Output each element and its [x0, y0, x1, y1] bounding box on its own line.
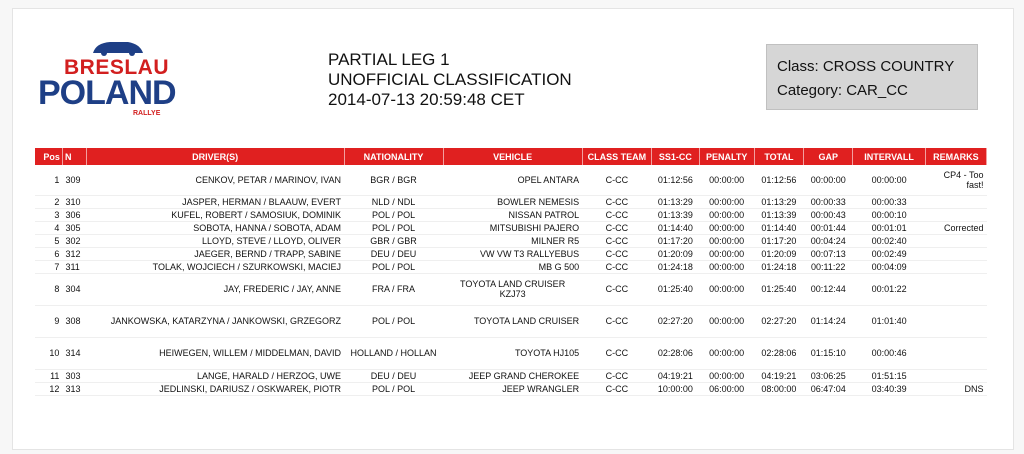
cell-nationality: POL / POL: [344, 221, 443, 234]
cell-pos: 3: [35, 208, 62, 221]
cell-vehicle: NISSAN PATROL: [443, 208, 582, 221]
cell-remarks: [925, 305, 986, 337]
cell-vehicle: JEEP WRANGLER: [443, 382, 582, 395]
table-row: [35, 247, 987, 260]
cell-remarks: [925, 260, 986, 273]
cell-nationality: NLD / NDL: [344, 195, 443, 208]
cell-driver: CENKOV, PETAR / MARINOV, IVAN: [86, 165, 344, 195]
logo-rallye: RALLYE: [133, 110, 161, 117]
col-vehicle: VEHICLE: [443, 148, 582, 165]
logo-breslau: BRESLAU: [64, 56, 170, 79]
cell-penalty: 00:00:00: [699, 221, 754, 234]
cell-vehicle: MB G 500: [443, 260, 582, 273]
cell-vehicle: OPEL ANTARA: [443, 165, 582, 195]
cell-penalty: 00:00:00: [699, 195, 754, 208]
cell-gap: 03:06:25: [804, 369, 853, 382]
cell-penalty: 00:00:00: [699, 260, 754, 273]
cell-total: 01:13:29: [754, 195, 803, 208]
table-row: [35, 221, 987, 234]
table-row: [35, 260, 987, 273]
category-label: Category: CAR_CC: [777, 82, 908, 99]
cell-driver: JASPER, HERMAN / BLAAUW, EVERT: [86, 195, 344, 208]
table-header-row: [35, 148, 987, 165]
cell-penalty: 00:00:00: [699, 305, 754, 337]
table-row: [35, 208, 987, 221]
cell-nationality: POL / POL: [344, 208, 443, 221]
cell-class: C-CC: [582, 305, 651, 337]
cell-ss1: 01:12:56: [652, 165, 699, 195]
logo-poland: POLAND: [38, 74, 176, 112]
cell-vehicle: TOYOTA LAND CRUISER KZJ73: [443, 273, 582, 305]
header-leg: PARTIAL LEG 1: [328, 50, 450, 69]
cell-gap: 00:04:24: [804, 234, 853, 247]
cell-penalty: 00:00:00: [699, 247, 754, 260]
table-row: [35, 165, 987, 195]
col-total: TOTAL: [754, 148, 803, 165]
cell-remarks: [925, 247, 986, 260]
cell-remarks: Corrected: [925, 221, 986, 234]
cell-pos: 10: [35, 337, 62, 369]
cell-nationality: POL / POL: [344, 260, 443, 273]
col-ss1-cc: SS1-CC: [652, 148, 699, 165]
cell-n: 312: [62, 247, 86, 260]
col-nationality: NATIONALITY: [344, 148, 443, 165]
cell-class: C-CC: [582, 234, 651, 247]
cell-gap: 06:47:04: [804, 382, 853, 395]
table-row: [35, 337, 987, 369]
cell-ss1: 01:13:39: [652, 208, 699, 221]
cell-gap: 00:01:44: [804, 221, 853, 234]
cell-pos: 8: [35, 273, 62, 305]
cell-intervall: 01:51:15: [853, 369, 925, 382]
cell-pos: 11: [35, 369, 62, 382]
col-pos: Pos: [35, 148, 62, 165]
classification-table: [35, 148, 987, 396]
cell-intervall: 00:00:10: [853, 208, 925, 221]
cell-remarks: [925, 337, 986, 369]
col-penalty: PENALTY: [699, 148, 754, 165]
class-box: [766, 44, 978, 110]
cell-class: C-CC: [582, 382, 651, 395]
header-timestamp: 2014-07-13 20:59:48 CET: [328, 90, 525, 109]
cell-class: C-CC: [582, 221, 651, 234]
cell-class: C-CC: [582, 247, 651, 260]
cell-vehicle: MILNER R5: [443, 234, 582, 247]
cell-ss1: 01:25:40: [652, 273, 699, 305]
class-label: Class: CROSS COUNTRY: [777, 58, 955, 75]
cell-intervall: 00:04:09: [853, 260, 925, 273]
cell-intervall: 00:02:49: [853, 247, 925, 260]
table-row: [35, 369, 987, 382]
cell-n: 302: [62, 234, 86, 247]
cell-gap: 00:12:44: [804, 273, 853, 305]
cell-n: 303: [62, 369, 86, 382]
cell-ss1: 01:14:40: [652, 221, 699, 234]
header-classification: UNOFFICIAL CLASSIFICATION: [328, 70, 572, 89]
cell-nationality: DEU / DEU: [344, 369, 443, 382]
cell-intervall: 00:00:00: [853, 165, 925, 195]
cell-n: 314: [62, 337, 86, 369]
cell-class: C-CC: [582, 273, 651, 305]
col-remarks: REMARKS: [925, 148, 986, 165]
cell-nationality: FRA / FRA: [344, 273, 443, 305]
cell-total: 02:27:20: [754, 305, 803, 337]
cell-driver: JAY, FREDERIC / JAY, ANNE: [86, 273, 344, 305]
document-header: [328, 50, 572, 110]
table-row: [35, 305, 987, 337]
col-gap: GAP: [804, 148, 853, 165]
col-drivers: DRIVER(S): [86, 148, 344, 165]
cell-total: 01:17:20: [754, 234, 803, 247]
cell-remarks: [925, 273, 986, 305]
cell-remarks: [925, 369, 986, 382]
cell-ss1: 01:20:09: [652, 247, 699, 260]
cell-pos: 2: [35, 195, 62, 208]
cell-driver: JANKOWSKA, KATARZYNA / JANKOWSKI, GRZEGORZ: [86, 305, 344, 337]
breslau-poland-logo: [38, 38, 178, 120]
cell-n: 306: [62, 208, 86, 221]
cell-driver: TOLAK, WOJCIECH / SZURKOWSKI, MACIEJ: [86, 260, 344, 273]
table-row: [35, 195, 987, 208]
cell-gap: 00:00:33: [804, 195, 853, 208]
cell-penalty: 00:00:00: [699, 208, 754, 221]
cell-gap: 01:15:10: [804, 337, 853, 369]
table-row: [35, 382, 987, 395]
cell-vehicle: TOYOTA HJ105: [443, 337, 582, 369]
table-row: [35, 273, 987, 305]
cell-total: 01:14:40: [754, 221, 803, 234]
cell-driver: KUFEL, ROBERT / SAMOSIUK, DOMINIK: [86, 208, 344, 221]
cell-vehicle: TOYOTA LAND CRUISER: [443, 305, 582, 337]
cell-class: C-CC: [582, 369, 651, 382]
cell-driver: SOBOTA, HANNA / SOBOTA, ADAM: [86, 221, 344, 234]
cell-penalty: 06:00:00: [699, 382, 754, 395]
col-intervall: INTERVALL: [853, 148, 925, 165]
cell-nationality: HOLLAND / HOLLAN: [344, 337, 443, 369]
cell-class: C-CC: [582, 260, 651, 273]
cell-intervall: 00:01:01: [853, 221, 925, 234]
table-row: [35, 234, 987, 247]
cell-nationality: POL / POL: [344, 305, 443, 337]
cell-total: 01:24:18: [754, 260, 803, 273]
cell-nationality: GBR / GBR: [344, 234, 443, 247]
cell-ss1: 04:19:21: [652, 369, 699, 382]
cell-ss1: 10:00:00: [652, 382, 699, 395]
cell-total: 08:00:00: [754, 382, 803, 395]
cell-total: 01:12:56: [754, 165, 803, 195]
cell-gap: 00:00:43: [804, 208, 853, 221]
cell-n: 309: [62, 165, 86, 195]
cell-remarks: [925, 208, 986, 221]
cell-pos: 6: [35, 247, 62, 260]
cell-vehicle: BOWLER NEMESIS: [443, 195, 582, 208]
cell-pos: 1: [35, 165, 62, 195]
cell-pos: 12: [35, 382, 62, 395]
col-n: N: [62, 148, 86, 165]
cell-pos: 5: [35, 234, 62, 247]
cell-class: C-CC: [582, 208, 651, 221]
cell-ss1: 02:28:06: [652, 337, 699, 369]
cell-total: 04:19:21: [754, 369, 803, 382]
cell-n: 304: [62, 273, 86, 305]
cell-penalty: 00:00:00: [699, 369, 754, 382]
cell-driver: LLOYD, STEVE / LLOYD, OLIVER: [86, 234, 344, 247]
cell-intervall: 00:00:33: [853, 195, 925, 208]
cell-class: C-CC: [582, 195, 651, 208]
cell-intervall: 00:01:22: [853, 273, 925, 305]
cell-vehicle: JEEP GRAND CHEROKEE: [443, 369, 582, 382]
cell-remarks: DNS: [925, 382, 986, 395]
cell-n: 313: [62, 382, 86, 395]
cell-intervall: 01:01:40: [853, 305, 925, 337]
cell-gap: 01:14:24: [804, 305, 853, 337]
cell-class: C-CC: [582, 165, 651, 195]
cell-total: 01:13:39: [754, 208, 803, 221]
cell-n: 308: [62, 305, 86, 337]
cell-total: 01:25:40: [754, 273, 803, 305]
cell-intervall: 00:00:46: [853, 337, 925, 369]
cell-total: 01:20:09: [754, 247, 803, 260]
cell-n: 305: [62, 221, 86, 234]
cell-ss1: 01:17:20: [652, 234, 699, 247]
cell-driver: JAEGER, BERND / TRAPP, SABINE: [86, 247, 344, 260]
rally-car-icon: [88, 38, 148, 56]
cell-total: 02:28:06: [754, 337, 803, 369]
cell-penalty: 00:00:00: [699, 273, 754, 305]
cell-gap: 00:00:00: [804, 165, 853, 195]
cell-n: 310: [62, 195, 86, 208]
cell-driver: LANGE, HARALD / HERZOG, UWE: [86, 369, 344, 382]
cell-remarks: CP4 - Too fast!: [925, 165, 986, 195]
cell-nationality: BGR / BGR: [344, 165, 443, 195]
table-body: [35, 165, 987, 395]
cell-penalty: 00:00:00: [699, 165, 754, 195]
cell-remarks: [925, 234, 986, 247]
cell-penalty: 00:00:00: [699, 337, 754, 369]
cell-remarks: [925, 195, 986, 208]
cell-pos: 9: [35, 305, 62, 337]
cell-driver: JEDLINSKI, DARIUSZ / OSKWAREK, PIOTR: [86, 382, 344, 395]
cell-vehicle: MITSUBISHI PAJERO: [443, 221, 582, 234]
cell-gap: 00:07:13: [804, 247, 853, 260]
cell-intervall: 03:40:39: [853, 382, 925, 395]
cell-nationality: DEU / DEU: [344, 247, 443, 260]
cell-n: 311: [62, 260, 86, 273]
cell-pos: 4: [35, 221, 62, 234]
cell-ss1: 01:13:29: [652, 195, 699, 208]
cell-driver: HEIWEGEN, WILLEM / MIDDELMAN, DAVID: [86, 337, 344, 369]
cell-gap: 00:11:22: [804, 260, 853, 273]
col-class-team: CLASS TEAM: [582, 148, 651, 165]
cell-class: C-CC: [582, 337, 651, 369]
cell-pos: 7: [35, 260, 62, 273]
cell-intervall: 00:02:40: [853, 234, 925, 247]
cell-ss1: 02:27:20: [652, 305, 699, 337]
cell-vehicle: VW VW T3 RALLYEBUS: [443, 247, 582, 260]
cell-ss1: 01:24:18: [652, 260, 699, 273]
cell-nationality: POL / POL: [344, 382, 443, 395]
cell-penalty: 00:00:00: [699, 234, 754, 247]
